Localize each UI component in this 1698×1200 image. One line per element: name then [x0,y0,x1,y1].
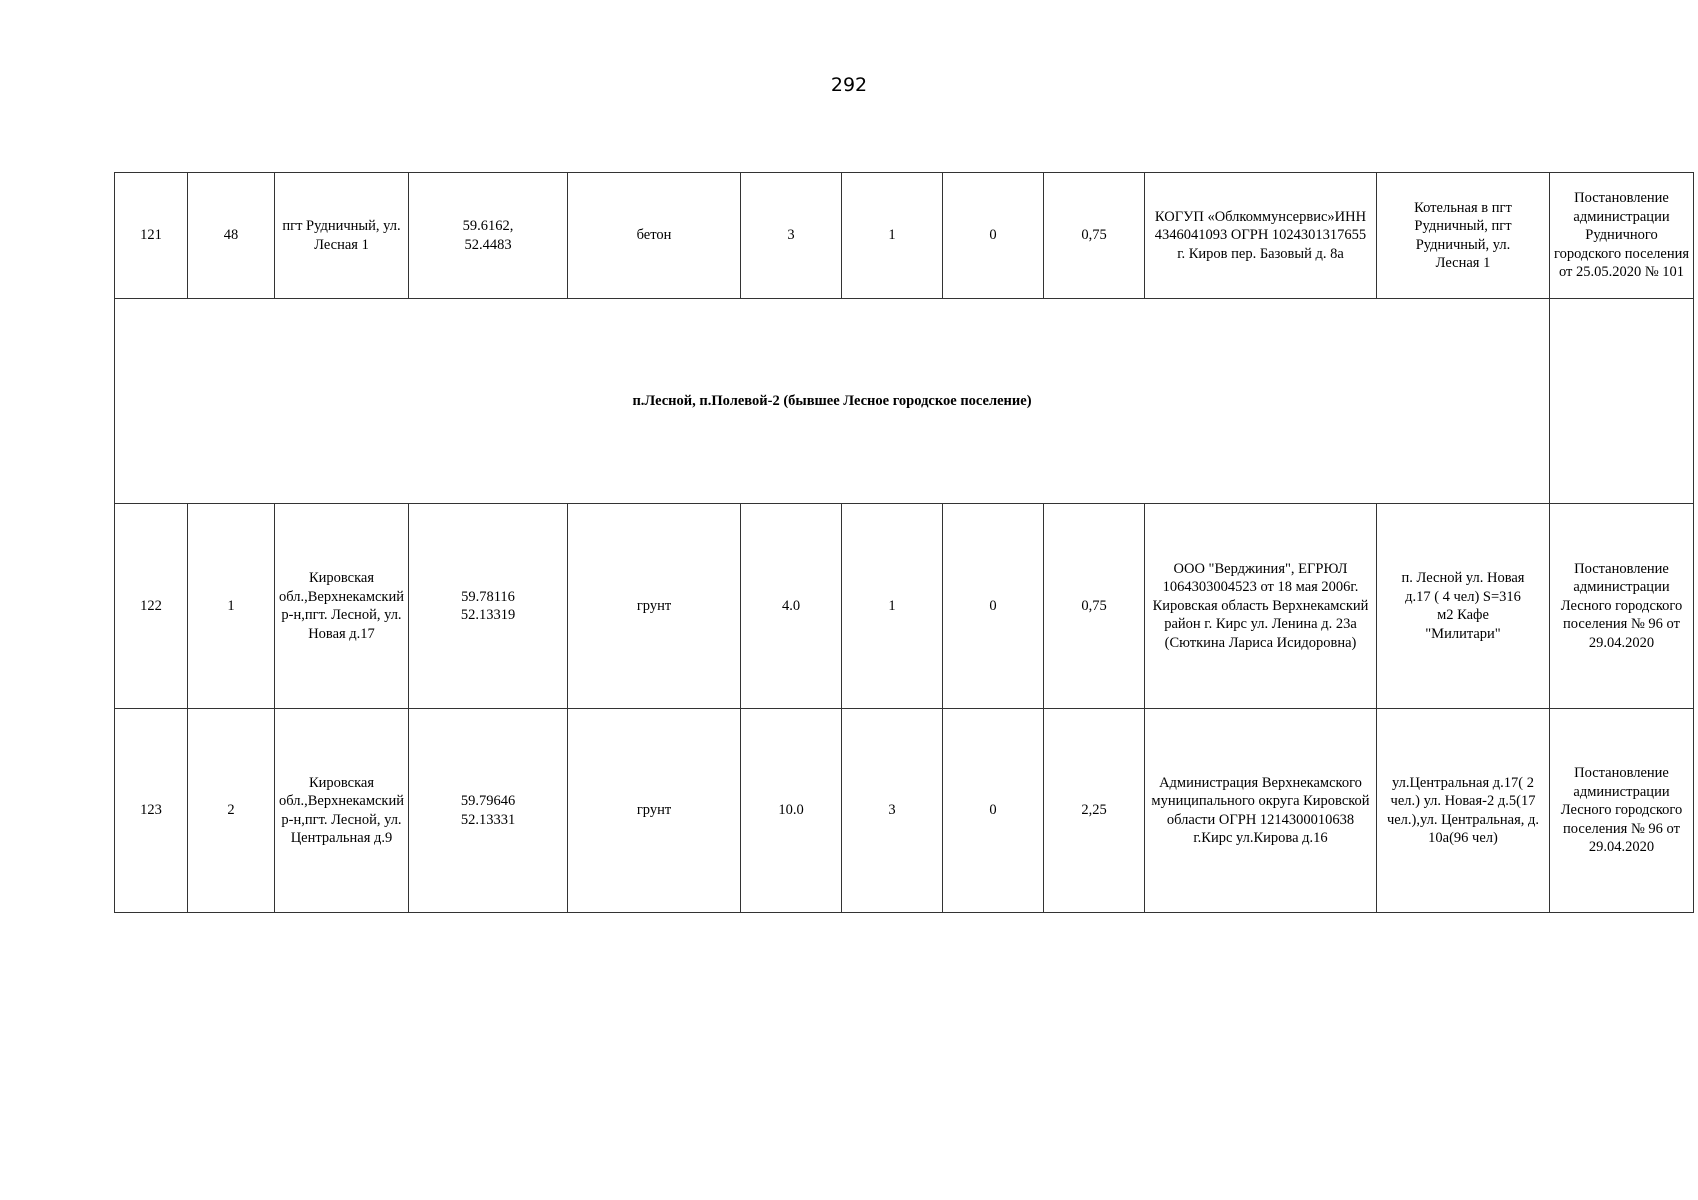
table-row [115,173,1694,299]
cell-local-number: 1 [188,504,275,709]
section-title: п.Лесной, п.Полевой-2 (бывшее Лесное городское поселение) [115,299,1550,504]
cell-planned: 0 [943,504,1044,709]
cell-area: 10.0 [741,709,842,913]
cell-area: 4.0 [741,504,842,709]
cell-coordinates: 59.6162, 52.4483 [409,173,568,299]
cell-address: пгт Рудничный, ул. Лесная 1 [275,173,409,299]
cell-containers: 1 [842,504,943,709]
table-row [115,709,1694,913]
cell-decree: Постановление администрации Рудничного городского поселения от 25.05.2020 № 101 [1550,173,1694,299]
cell-surface: грунт [568,504,741,709]
cell-planned: 0 [943,709,1044,913]
cell-sources: Котельная в пгт Рудничный, пгт Рудничный, ул. Лесная 1 [1377,173,1550,299]
cell-sources: п. Лесной ул. Новая д.17 ( 4 чел) S=316 м2 Кафе "Милитари" [1377,504,1550,709]
registry-table [114,172,1694,913]
cell-sources: ул.Центральная д.17( 2 чел.) ул. Новая-2 д.5(17 чел.),ул. Центральная, д. 10а(96 чел) [1377,709,1550,913]
page-number: 292 [830,74,868,96]
cell-containers: 3 [842,709,943,913]
cell-address: Кировская обл.,Верхнекамский р-н,пгт. Лесной, ул. Новая д.17 [275,504,409,709]
cell-local-number: 2 [188,709,275,913]
cell-planned: 0 [943,173,1044,299]
cell-volume: 0,75 [1044,504,1145,709]
cell-local-number: 48 [188,173,275,299]
cell-coordinates: 59.78116 52.13319 [409,504,568,709]
cell-surface: грунт [568,709,741,913]
cell-volume: 2,25 [1044,709,1145,913]
cell-volume: 0,75 [1044,173,1145,299]
cell-owner: ООО "Верджиния", ЕГРЮЛ 1064303004523 от 18 мая 2006г. Кировская область Верхнекамский район г. Кирс ул. Ленина д. 23а (Сюткина Лариса Исидоровна) [1145,504,1377,709]
section-row [115,299,1694,504]
cell-row-number: 122 [115,504,188,709]
cell-address: Кировская обл.,Верхнекамский р-н,пгт. Лесной, ул. Центральная д.9 [275,709,409,913]
cell-coordinates: 59.79646 52.13331 [409,709,568,913]
cell-row-number: 121 [115,173,188,299]
cell-surface: бетон [568,173,741,299]
cell-area: 3 [741,173,842,299]
cell-owner: Администрация Верхнекамского муниципального округа Кировской области ОГРН 1214300010638 г.Кирс ул.Кирова д.16 [1145,709,1377,913]
cell-decree: Постановление администрации Лесного городского поселения № 96 от 29.04.2020 [1550,709,1694,913]
cell-containers: 1 [842,173,943,299]
cell-decree: Постановление администрации Лесного городского поселения № 96 от 29.04.2020 [1550,504,1694,709]
cell-row-number: 123 [115,709,188,913]
table-row [115,504,1694,709]
cell-owner: КОГУП «Облкоммунсервис»ИНН 4346041093 ОГРН 1024301317655 г. Киров пер. Базовый д. 8а [1145,173,1377,299]
cell-empty [1550,299,1694,504]
